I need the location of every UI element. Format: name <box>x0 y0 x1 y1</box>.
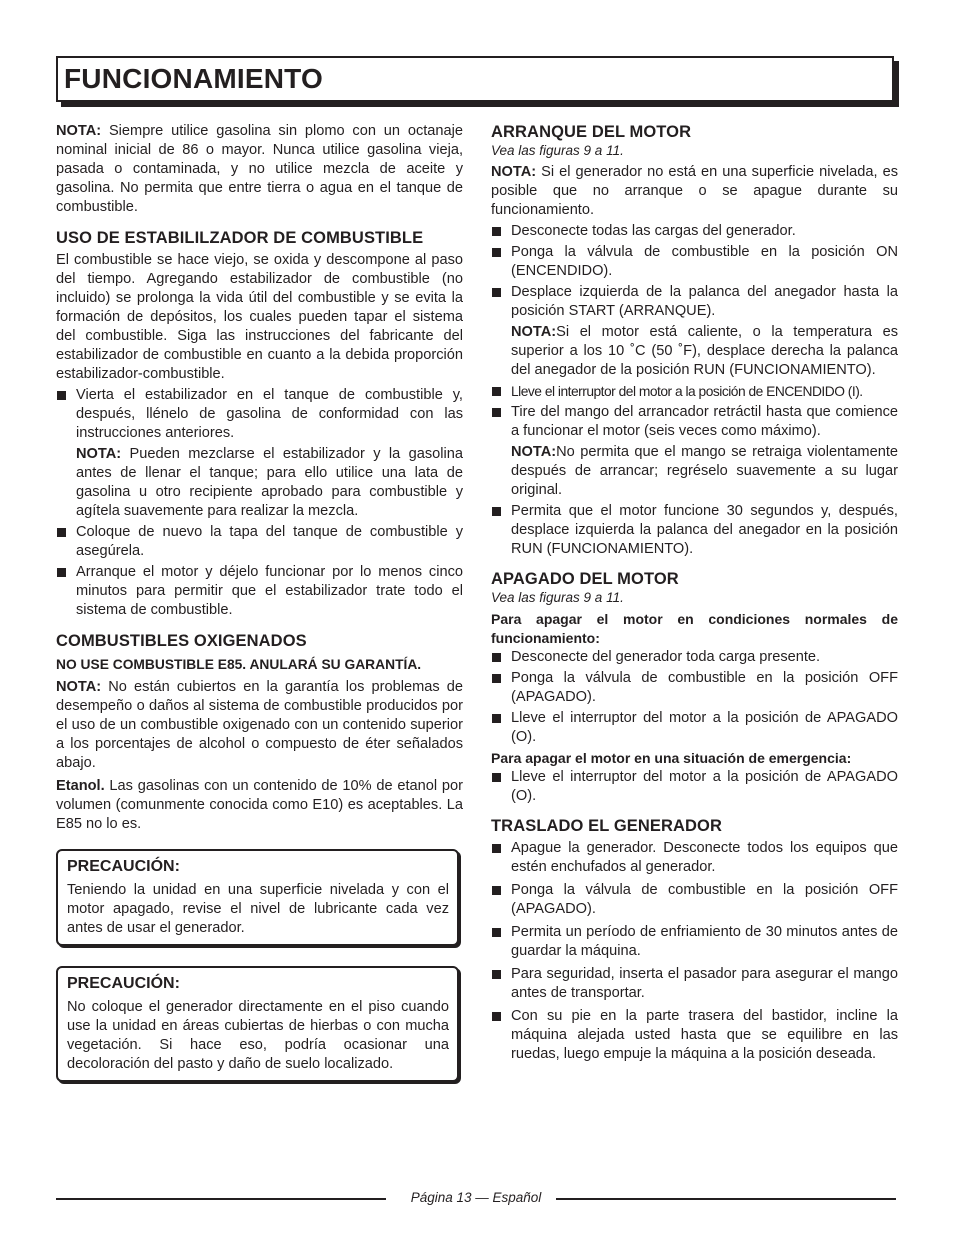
stop-normal-label: Para apagar el motor en condiciones normales de funcionamiento: <box>491 611 898 646</box>
note-label: NOTA: <box>76 446 122 462</box>
caution-title: PRECAUCIÓN: <box>67 975 180 992</box>
list-item <box>491 965 898 1003</box>
stabilizer-heading: USO DE ESTABILILZADOR DE COMBUSTIBLE <box>56 229 424 247</box>
note-text: No permita que el mango se retraiga violentamente después de arrancar; regréselo suavemente a su lugar original. <box>511 444 898 498</box>
note-label: NOTA: <box>511 444 557 460</box>
bullet-icon <box>492 844 501 853</box>
bullet-icon <box>492 653 501 662</box>
note-text: Si el motor está caliente, o la temperatura es superior a los 10 ˚C (50 ˚F), desplace derecha la palanca del anegador de la posición RUN (FUNCIONAMIENTO). <box>511 324 898 378</box>
list-item <box>491 648 898 667</box>
page-title: FUNCIONAMIENTO <box>64 63 323 94</box>
list-item <box>491 709 898 747</box>
bullet-icon <box>492 886 501 895</box>
start-handle-note <box>491 443 898 500</box>
list-item-text: Para seguridad, inserta el pasador para asegurar el mango antes de transportar. <box>511 966 898 1001</box>
bullet-icon <box>492 714 501 723</box>
list-item-text: Arranque el motor y déjelo funcionar por lo menos cinco minutos para permitir que el estabilizador trate todo el sistema de combustible. <box>76 564 463 618</box>
start-list-2 <box>491 382 898 441</box>
bullet-icon <box>57 391 66 400</box>
start-list-3 <box>491 502 898 559</box>
stabilizer-note <box>56 445 463 521</box>
list-item <box>491 1007 898 1064</box>
list-item <box>491 403 898 441</box>
page-footer <box>56 1190 896 1206</box>
stop-heading: APAGADO DEL MOTOR <box>491 570 679 588</box>
note-label: NOTA: <box>491 164 537 180</box>
bullet-icon <box>57 568 66 577</box>
caution-box-lubricant <box>56 849 459 946</box>
stabilizer-paragraph: El combustible se hace viejo, se oxida y descompone al paso del tiempo. Agregando estabilizador de combustible (no incluido) se prolonga la vida útil del combustible y se evita la formación de depósitos, los cuales pueden tapar el sistema del combustible. Siga las instrucciones del fabricante del estabilizador de combustible en cuanto a la debida proporción estabilizador-combustible. <box>56 252 463 382</box>
ethanol-paragraph <box>56 777 463 834</box>
oxygenated-note <box>56 678 463 773</box>
note-label: NOTA: <box>56 679 102 695</box>
list-item-text: Lleve el interruptor del motor a la posición de APAGADO (O). <box>511 710 898 745</box>
bullet-icon <box>492 1012 501 1021</box>
list-item-text: Tire del mango del arrancador retráctil hasta que comience a funcionar el motor (seis veces como máximo). <box>511 404 898 439</box>
list-item-text: Vierta el estabilizador en el tanque de combustible y, después, llénelo de gasolina de conformidad con las instrucciones anteriores. <box>76 387 463 441</box>
oxygenated-heading: COMBUSTIBLES OXIGENADOS <box>56 632 307 650</box>
list-item-text: Con su pie en la parte trasera del bastidor, incline la máquina alejada usted hasta que se equilibre en las ruedas, luego empuje la máquina a la posición deseada. <box>511 1008 898 1062</box>
caution-title: PRECAUCIÓN: <box>67 858 180 875</box>
bullet-icon <box>492 227 501 236</box>
page-title-box <box>56 56 894 102</box>
list-item <box>491 382 898 401</box>
ethanol-label: Etanol. <box>56 778 105 794</box>
list-item <box>491 768 898 806</box>
bullet-icon <box>57 528 66 537</box>
caution-box-grass <box>56 966 459 1082</box>
start-figure-ref: Vea las figuras 9 a 11. <box>491 143 624 158</box>
bullet-icon <box>492 928 501 937</box>
start-note <box>491 163 898 220</box>
caution-text: Teniendo la unidad en una superficie nivelada y con el motor apagado, revise el nivel de lubricante cada vez antes de usar el generador. <box>67 882 449 936</box>
list-item <box>491 839 898 877</box>
bullet-icon <box>492 288 501 297</box>
intro-note <box>56 122 463 217</box>
note-text: Pueden mezclarse el estabilizador y la gasolina antes de llenar el tanque; para ello utilice una lata de gasolina u otro recipiente aprobado para combustible y agítela suavemente para realizar la mezcla. <box>76 446 463 519</box>
list-item-text: Desconecte del generador toda carga presente. <box>511 649 821 665</box>
list-item <box>56 386 463 443</box>
stop-emergency-label: Para apagar el motor en una situación de emergencia: <box>491 750 852 766</box>
list-item <box>56 563 463 620</box>
stop-emergency-list <box>491 768 898 806</box>
ethanol-text: Las gasolinas con un contenido de 10% de etanol por volumen (comunmente conocida como E10) es aceptables. La E85 no lo es. <box>56 778 463 832</box>
list-item <box>491 283 898 321</box>
bullet-icon <box>492 408 501 417</box>
list-item-text: Desplace izquierda de la palanca del anegador hasta la posición START (ARRANQUE). <box>511 284 898 319</box>
bullet-icon <box>492 970 501 979</box>
list-item-text: Coloque de nuevo la tapa del tanque de combustible y asegúrela. <box>76 524 463 559</box>
list-item-text: Ponga la válvula de combustible en la posición OFF (APAGADO). <box>511 670 898 705</box>
note-text: Si el generador no está en una superficie nivelada, es posible que no arranque o se apague durante su funcionamiento. <box>491 164 898 218</box>
list-item-text: Lleve el interruptor del motor a la posición de ENCENDIDO (I). <box>511 384 863 399</box>
list-item-text: Apague la generador. Desconecte todos los equipos que estén enchufados al generador. <box>511 840 898 875</box>
list-item-text: Permita que el motor funcione 30 segundos y, después, desplace izquierda la palanca del anegador en la posición RUN (FUNCIONAMIENTO). <box>511 503 898 557</box>
list-item-text: Ponga la válvula de combustible en la posición OFF (APAGADO). <box>511 882 898 917</box>
list-item <box>491 669 898 707</box>
list-item-text: Lleve el interruptor del motor a la posición de APAGADO (O). <box>511 769 898 804</box>
stop-list <box>491 648 898 747</box>
list-item-text: Ponga la válvula de combustible en la posición ON (ENCENDIDO). <box>511 244 898 279</box>
stabilizer-list-2 <box>56 523 463 620</box>
bullet-icon <box>492 507 501 516</box>
stop-figure-ref: Vea las figuras 9 a 11. <box>491 590 624 605</box>
e85-warning: NO USE COMBUSTIBLE E85. ANULARÁ SU GARANTÍA. <box>56 657 422 672</box>
note-text: Siempre utilice gasolina sin plomo con un octanaje nominal inicial de 86 o mayor. Nunca utilice gasolina vieja, pasada o contaminada, y no utilice mezcla de aceite y gasolina. No permita que entre tierra o agua en el tanque de combustible. <box>56 123 463 215</box>
stabilizer-list <box>56 386 463 443</box>
start-list <box>491 222 898 321</box>
list-item <box>491 881 898 919</box>
start-heading: ARRANQUE DEL MOTOR <box>491 123 692 141</box>
list-item-text: Permita un período de enfriamiento de 30 minutos antes de guardar la máquina. <box>511 924 898 959</box>
note-text: No están cubiertos en la garantía los problemas de desempeño o daños al sistema de combustible producidos por el uso de un combustible oxigenado con un contenido superior a los porcentajes de alcohol o compuesto de éter señalados abajo. <box>56 679 463 771</box>
list-item <box>491 243 898 281</box>
move-list <box>491 839 898 1064</box>
start-choke-note <box>491 323 898 380</box>
list-item-text: Desconecte todas las cargas del generador. <box>511 223 796 239</box>
page-number: Página 13 — Español <box>401 1190 552 1205</box>
bullet-icon <box>492 674 501 683</box>
list-item <box>491 222 898 241</box>
left-column <box>56 122 463 834</box>
bullet-icon <box>492 387 501 396</box>
bullet-icon <box>492 773 501 782</box>
bullet-icon <box>492 248 501 257</box>
note-label: NOTA: <box>56 123 102 139</box>
footer-text-wrap <box>56 1190 896 1206</box>
move-heading: TRASLADO EL GENERADOR <box>491 817 722 835</box>
list-item <box>56 523 463 561</box>
right-column <box>491 122 898 1066</box>
list-item <box>491 923 898 961</box>
caution-text: No coloque el generador directamente en el piso cuando use la unidad en áreas cubiertas de hierbas o con mucha vegetación. Si hace eso, podría ocasionar una decoloración del pasto y daño de suelo localizado. <box>67 999 449 1072</box>
list-item <box>491 502 898 559</box>
note-label: NOTA: <box>511 324 557 340</box>
